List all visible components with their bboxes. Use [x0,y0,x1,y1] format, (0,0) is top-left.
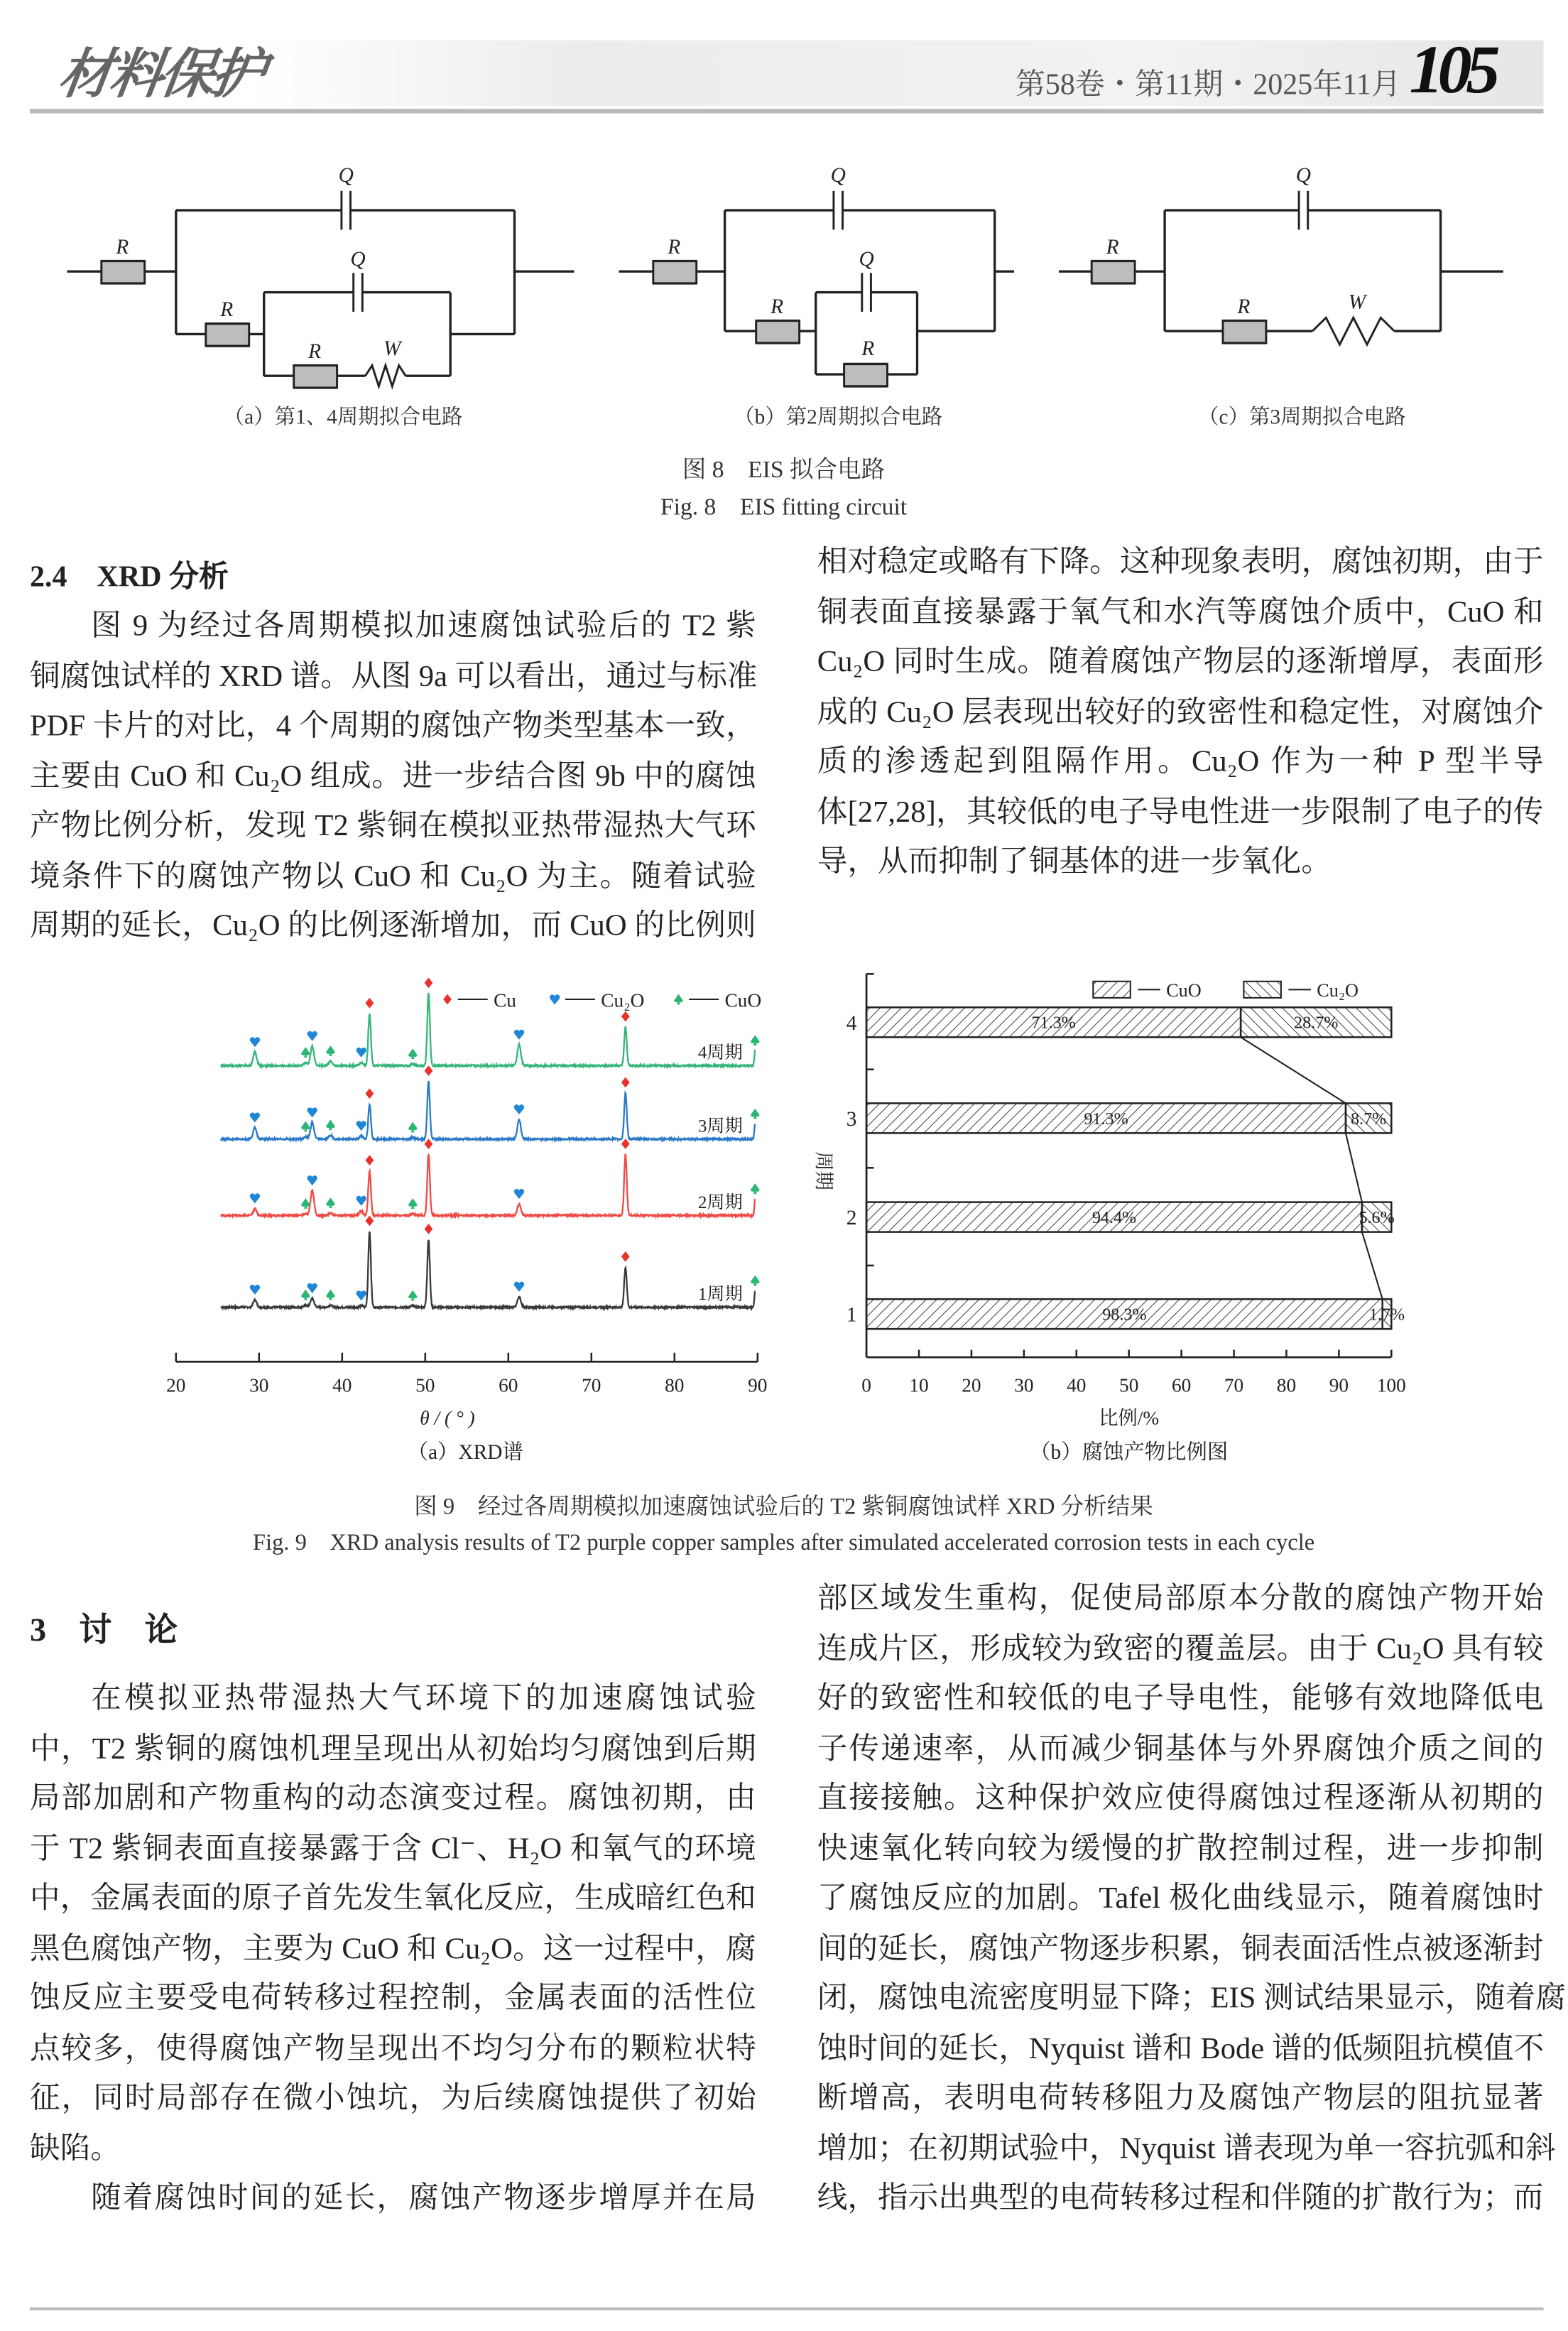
text-line: 成的 Cu₂O 层表现出较好的致密性和稳定性，对腐蚀介 [817,695,1544,729]
text-line: 境条件下的腐蚀产物以 CuO 和 Cu₂O 为主。随着试验 [30,859,756,893]
x-tick-label: 20 [166,1374,186,1396]
resistor-icon [294,366,337,388]
x-tick-label: 90 [1329,1374,1349,1396]
cuo-spade-icon [751,1183,760,1194]
text-line: 图 9 为经过各周期模拟加速腐蚀试验后的 T2 紫 [91,609,756,643]
legend-swatch-Cu₂O [1243,982,1281,998]
bar-value-label: 8.7% [1350,1109,1387,1129]
y-tick-label: 4 [846,1011,857,1035]
cu2o-heart-icon [307,1031,317,1041]
text-line: 局部加剧和产物重构的动态演变过程。腐蚀初期，由 [30,1782,756,1815]
bar-value-label: 91.3% [1084,1109,1128,1129]
bar-value-label: 98.3% [1102,1305,1147,1325]
text-line: 了腐蚀反应的加剧。Tafel 极化曲线显示，随着腐蚀时 [817,1882,1544,1916]
cuo-spade-icon [301,1289,310,1300]
cu-diamond-icon [621,1011,630,1022]
x-tick-label: 40 [1067,1374,1087,1396]
text-line: 中，金属表面的原子首先发生氧化反应，生成暗红色和 [30,1882,756,1916]
legend-marker-Cu [443,994,452,1005]
resistor-icon [1223,320,1266,343]
xrd-trace-3 [221,1081,755,1140]
text-line: 子传递速率，从而减少铜基体与外界腐蚀介质之间的 [817,1732,1544,1766]
cuo-spade-icon [751,1275,760,1286]
cuo-spade-icon [326,1045,335,1056]
legend-label: CuO [1166,979,1202,1001]
cu2o-heart-icon [307,1107,317,1117]
text-line: 铜表面直接暴露于氧气和水汽等腐蚀介质中，CuO 和 [817,595,1544,629]
trace-label: 1周期 [697,1285,743,1305]
xrd-trace-1 [221,1232,755,1308]
text-line: 点较多，使得腐蚀产物呈现出不均匀分布的颗粒状特 [30,2032,756,2065]
section-3-heading: 3 讨 论 [30,1611,178,1648]
figure9-title-en: Fig. 9 XRD analysis results of T2 purple copper samples after simulated accelerated corrosion tests in each cycle [252,1530,1315,1556]
x-tick-label: 60 [1171,1374,1192,1396]
text-line: 体[27,28]，其较低的电子导电性进一步限制了电子的传 [817,795,1544,829]
cu2o-heart-icon [356,1048,366,1058]
x-tick-label: 100 [1376,1374,1406,1396]
text-line: 连成片区，形成较为致密的覆盖层。由于 Cu₂O 具有较 [817,1632,1544,1666]
x-tick-label: 70 [582,1374,601,1396]
figure8-title-cn: 图 8 EIS 拟合电路 [682,457,886,484]
x-tick-label: 50 [415,1374,435,1396]
legend-label: Cu [494,989,516,1011]
cu-diamond-icon [425,1065,433,1076]
bar-value-label: 28.7% [1294,1013,1339,1033]
section-2-4-left-text [30,602,756,952]
x-tick-label: 60 [499,1374,518,1396]
warburg-element-icon [366,366,406,386]
trace-label: 4周期 [697,1043,743,1063]
header-divider [30,109,1544,113]
circuit-c-caption: （c）第3周期拟合电路 [1198,407,1406,430]
cu2o-heart-icon [307,1175,317,1185]
cu2o-heart-icon [250,1112,260,1122]
circuit-symbol-Q: Q [859,247,874,271]
x-tick-label: 70 [1224,1374,1244,1396]
cu-diamond-icon [366,1215,374,1226]
cu2o-heart-icon [356,1196,366,1206]
chart-b-caption: （b）腐蚀产物比例图 [1030,1440,1229,1464]
page-number: 105 [1409,31,1495,108]
circuit-symbol-Q: Q [830,164,846,188]
text-line: 周期的延长，Cu₂O 的比例逐渐增加，而 CuO 的比例则 [30,910,756,943]
cu2o-heart-icon [250,1285,260,1295]
issue-info: 第58卷・第11期・2025年11月 [1015,68,1401,102]
xrd-trace-4 [221,993,755,1067]
x-axis-label: 比例/% [1099,1407,1160,1429]
text-line: 蚀时间的延长，Nyquist 谱和 Bode 谱的低频阻抗模值不 [817,2032,1545,2065]
resistor-icon [756,320,800,343]
text-line: 间的延长，腐蚀产物逐步积累，铜表面活性点被逐渐封 [817,1932,1544,1965]
text-line: PDF 卡片的对比，4 个周期的腐蚀产物类型基本一致， [30,710,756,743]
cuo-spade-icon [326,1289,335,1300]
resistor-icon [653,261,697,283]
journal-logo: 材料保护 [55,44,266,104]
cuo-spade-icon [326,1119,335,1130]
text-line: 产物比例分析，发现 T2 紫铜在模拟亚热带湿热大气环 [30,810,756,843]
cu-diamond-icon [366,1088,374,1099]
figure9-charts [0,955,1567,1477]
cuo-spade-icon [408,1122,418,1133]
cu-diamond-icon [621,1139,630,1149]
circuit-b-caption: （b）第2周期拟合电路 [734,407,943,430]
cuo-spade-icon [301,1198,310,1209]
text-line: 质的渗透起到阻隔作用。Cu₂O 作为一种 P 型半导 [817,746,1544,779]
cuo-spade-icon [751,1109,760,1119]
x-tick-label: 80 [1276,1374,1297,1396]
resistor-icon [1091,261,1135,283]
cuo-spade-icon [326,1197,335,1208]
circuit-symbol-R: R [1106,235,1119,259]
text-line: Cu₂O 同时生成。随着腐蚀产物层的逐渐增厚，表面形 [817,646,1544,679]
resistor-icon [206,324,249,347]
cu-diamond-icon [621,1251,630,1262]
text-line: 直接接触。这种保护效应使得腐蚀过程逐渐从初期的 [817,1782,1544,1815]
cu2o-heart-icon [514,1189,524,1199]
section-3-left-text [30,1675,756,2224]
text-line: 铜腐蚀试样的 XRD 谱。从图 9a 可以看出，通过与标准 [30,660,758,693]
section-2-4-heading: 2.4 XRD 分析 [30,560,229,594]
circuit-symbol-W: W [1348,290,1366,314]
y-tick-label: 3 [846,1107,857,1131]
text-line: 于 T2 紫铜表面直接暴露于含 Cl⁻、H₂O 和氧气的环境 [30,1832,756,1866]
x-tick-label: 80 [665,1374,685,1396]
x-tick-label: 50 [1119,1374,1139,1396]
circuit-symbol-R: R [668,235,681,259]
bar-value-label: 5.6% [1359,1207,1395,1227]
resistor-icon [102,261,145,283]
text-line: 断增高，表明电荷转移阻力及腐蚀产物层的阻抗显著 [817,2082,1544,2115]
text-line: 征，同时局部存在微小蚀坑，为后续腐蚀提供了初始 [30,2082,756,2115]
text-line: 随着腐蚀时间的延长，腐蚀产物逐步增厚并在局 [91,2182,756,2215]
x-tick-label: 40 [332,1374,352,1396]
circuit-symbol-Q: Q [1295,164,1312,188]
legend-label: Cu₂O [601,989,645,1011]
figure9-title-cn: 图 9 经过各周期模拟加速腐蚀试验后的 T2 紫铜腐蚀试样 XRD 分析结果 [414,1494,1153,1520]
section-2-4-right-text [817,538,1544,888]
cu2o-heart-icon [356,1121,366,1131]
legend-marker-Cu₂O [550,994,560,1004]
eis-circuit-diagrams [0,149,1567,403]
xrd-trace-2 [221,1154,755,1217]
text-line: 在模拟亚热带湿热大气环境下的加速腐蚀试验 [91,1682,756,1715]
cuo-spade-icon [408,1198,418,1209]
y-tick-label: 2 [846,1207,857,1230]
cuo-spade-icon [301,1047,310,1058]
bar-value-label: 1.7% [1368,1305,1405,1325]
trace-label: 2周期 [697,1192,743,1212]
x-tick-label: 10 [909,1374,929,1396]
text-line: 黑色腐蚀产物，主要为 CuO 和 Cu₂O。这一过程中，腐 [30,1932,756,1965]
legend-label: CuO [724,989,762,1011]
figure8-title-en: Fig. 8 EIS fitting circuit [660,495,908,521]
x-tick-label: 20 [962,1374,981,1396]
legend-swatch-CuO [1093,982,1131,998]
cu-diamond-icon [366,998,374,1009]
text-line: 部区域发生重构，促使局部原本分散的腐蚀产物开始 [817,1582,1544,1616]
cu2o-heart-icon [356,1291,366,1300]
cu-diamond-icon [621,1077,630,1088]
cu2o-heart-icon [250,1193,260,1203]
y-axis-label: 周期 [812,1151,834,1190]
cu-diamond-icon [366,1155,374,1166]
circuit-symbol-R: R [116,235,129,259]
circuit-symbol-Q: Q [350,247,366,271]
text-line: 导，从而抑制了铜基体的进一步氧化。 [817,845,1332,879]
text-line: 闭，腐蚀电流密度明显下降；EIS 测试结果显示，随着腐 [817,1982,1566,2016]
x-tick-label: 30 [1014,1374,1034,1396]
text-line: 好的致密性和较低的电子导电性，能够有效地降低电 [817,1682,1544,1715]
text-line: 主要由 CuO 和 Cu₂O 组成。进一步结合图 9b 中的腐蚀 [30,759,756,793]
circuit-symbol-R: R [1237,295,1251,318]
cu2o-heart-icon [514,1282,524,1292]
cuo-spade-icon [408,1048,418,1059]
cu-diamond-icon [425,1224,433,1234]
cuo-spade-icon [751,1035,760,1045]
circuit-symbol-W: W [383,337,401,360]
text-line: 快速氧化转向较为缓慢的扩散控制过程，进一步抑制 [817,1832,1544,1866]
text-line: 中，T2 紫铜的腐蚀机理呈现出从初始均匀腐蚀到后期 [30,1732,756,1766]
cuo-spade-icon [301,1121,310,1132]
x-tick-label: 30 [249,1374,269,1396]
x-tick-label: 0 [861,1374,871,1396]
cu2o-heart-icon [307,1283,317,1293]
cu2o-heart-icon [514,1030,524,1040]
bar-value-label: 71.3% [1031,1013,1076,1033]
y-tick-label: 1 [846,1303,857,1327]
cu2o-heart-icon [250,1037,260,1047]
x-axis-label: θ / ( ° ) [420,1407,475,1429]
legend-marker-CuO [674,994,683,1005]
cu-diamond-icon [425,978,433,989]
text-line: 相对稳定或略有下降。这种现象表明，腐蚀初期，由于 [817,545,1544,579]
chart-a-caption: （a）XRD谱 [407,1440,523,1464]
circuit-symbol-R: R [220,298,234,322]
text-line: 增加；在初期试验中，Nyquist 谱表现为单一容抗弧和斜 [817,2131,1556,2166]
legend-label: Cu₂O [1317,979,1359,1001]
circuit-symbol-R: R [861,337,875,360]
circuit-a-caption: （a）第1、4周期拟合电路 [223,407,463,430]
text-line: 线，指示出典型的电荷转移过程和伴随的扩散行为；而 [817,2182,1544,2215]
warburg-element-icon [1312,317,1395,344]
footer-divider [30,2308,1544,2310]
trace-label: 3周期 [697,1116,743,1136]
section-3-right-text [817,1575,1566,2225]
trend-line [1241,1037,1346,1103]
resistor-icon [844,364,888,386]
text-line: 蚀反应主要受电荷转移过程控制，金属表面的活性位 [30,1982,756,2016]
circuit-symbol-R: R [308,340,322,363]
text-line: 缺陷。 [30,2131,121,2166]
circuit-symbol-R: R [771,295,784,318]
x-tick-label: 90 [748,1374,768,1396]
bar-value-label: 94.4% [1091,1207,1137,1227]
circuit-symbol-Q: Q [338,164,354,188]
cu-diamond-icon [425,1139,433,1149]
cu2o-heart-icon [514,1104,524,1114]
cuo-spade-icon [408,1290,418,1300]
